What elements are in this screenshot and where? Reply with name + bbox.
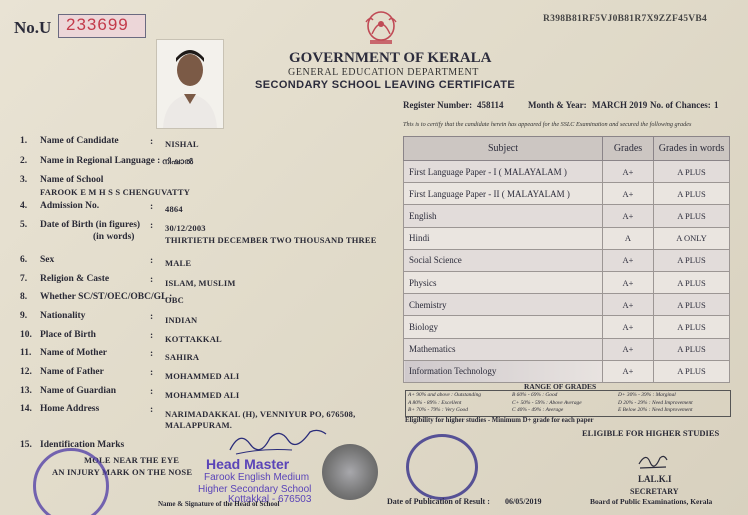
candidate-name: NISHAL (165, 139, 199, 149)
grades-header-subject: Subject (404, 137, 603, 161)
range-line: D 20% - 29% : Need Improvement (618, 399, 693, 406)
field-colon: : (150, 368, 154, 378)
department-title: GENERAL EDUCATION DEPARTMENT (288, 67, 480, 78)
range-line: B 60% - 69% : Good (512, 392, 558, 398)
field-number: 4. (20, 201, 28, 211)
table-row (404, 271, 730, 293)
secretary-name: LAL.K.I (638, 474, 672, 484)
field-number: 6. (20, 255, 28, 265)
field-number: 14. (20, 404, 32, 414)
secretary-title: SECRETARY (630, 487, 679, 496)
field-number: 1. (20, 136, 28, 146)
grade-words-cell: A PLUS (654, 294, 730, 316)
subject-cell: Biology (404, 316, 603, 338)
publication-label: Date of Publication of Result : (387, 497, 490, 506)
table-row (404, 205, 730, 227)
field-colon: : (150, 221, 154, 231)
range-line: A+ 90% and above : Outstanding (408, 392, 481, 398)
grade-cell: A+ (603, 316, 654, 338)
certificate-title: SECONDARY SCHOOL LEAVING CERTIFICATE (255, 79, 516, 91)
field-label: Name of Father (40, 367, 104, 377)
religion-value: ISLAM, MUSLIM (165, 278, 236, 288)
grade-words-cell: A PLUS (654, 316, 730, 338)
range-line: A 80% - 89% : Excellent (408, 399, 462, 406)
subject-cell: Hindi (404, 227, 603, 249)
serial-code: R398B81RF5VJ0B81R7X9ZZF45VB4 (543, 14, 708, 24)
field-number: 15. (20, 440, 32, 450)
field-number: 8. (20, 292, 28, 302)
identification-mark-2: AN INJURY MARK ON THE NOSE (52, 467, 193, 477)
subject-cell: Physics (404, 271, 603, 293)
range-of-grades-box (405, 390, 731, 417)
address-line-2: MALAPPURAM. (165, 420, 233, 430)
certificate-number-label: No.U (14, 18, 52, 37)
table-row (404, 227, 730, 249)
table-row (404, 338, 730, 360)
field-number: 9. (20, 311, 28, 321)
head-master-stamp-line2: Higher Secondary School (198, 484, 312, 495)
table-row (404, 161, 730, 183)
subject-cell: Mathematics (404, 338, 603, 360)
field-number: 12. (20, 367, 32, 377)
grade-cell: A+ (603, 294, 654, 316)
nationality-value: INDIAN (165, 315, 198, 325)
grades-table (403, 136, 730, 383)
field-colon: : (150, 387, 154, 397)
chances-value: 1 (714, 100, 719, 110)
head-master-stamp-title: Head Master (206, 456, 290, 472)
subject-cell: First Language Paper - I ( MALAYALAM ) (404, 161, 603, 183)
field-number: 7. (20, 274, 28, 284)
board-name: Board of Public Examinations, Kerala (590, 497, 713, 506)
grade-words-cell: A ONLY (654, 227, 730, 249)
field-label: Identification Marks (40, 440, 125, 450)
field-label: Name of Candidate (40, 136, 119, 146)
subject-cell: Information Technology (404, 360, 603, 382)
field-colon: : (150, 202, 154, 212)
grade-words-cell: A PLUS (654, 161, 730, 183)
grade-words-cell: A PLUS (654, 338, 730, 360)
field-colon: : (150, 256, 154, 266)
eligibility-status: ELIGIBLE FOR HIGHER STUDIES (582, 428, 720, 438)
month-year-label: Month & Year: (528, 100, 587, 110)
table-row (404, 183, 730, 205)
table-row (404, 294, 730, 316)
mother-name: SAHIRA (165, 352, 200, 362)
field-label: Name of School (40, 175, 104, 185)
field-label: Name of Guardian (40, 386, 116, 396)
field-colon: : (150, 312, 154, 322)
grade-cell: A+ (603, 249, 654, 271)
field-label: Nationality (40, 311, 86, 321)
field-label: Name of Mother (40, 348, 108, 358)
register-number: 458114 (477, 100, 504, 110)
range-title: RANGE OF GRADES (524, 382, 597, 391)
publication-date: 06/05/2019 (505, 497, 542, 506)
range-line: B+ 70% - 79% : Very Good (408, 407, 468, 414)
range-line: D+ 30% - 39% : Marginal (618, 392, 676, 398)
board-seal-stamp (406, 434, 478, 500)
field-number: 2. (20, 156, 28, 166)
category-value: OBC (165, 295, 185, 305)
eligibility-minimum: Eligibility for higher studies - Minimum D+ grade for each paper (405, 417, 594, 424)
head-master-stamp-line1: Farook English Medium (204, 472, 310, 483)
field-label: Name in Regional Language : (40, 156, 161, 166)
table-row (404, 316, 730, 338)
identification-mark-1: MOLE NEAR THE EYE (84, 455, 180, 465)
chances-label: No. of Chances: (650, 100, 711, 110)
field-label: Sex (40, 255, 55, 265)
grade-cell: A+ (603, 271, 654, 293)
field-sublabel: (in words) (93, 232, 135, 242)
head-master-stamp-line3: Kottakkal - 676503 (228, 494, 312, 505)
dob-words: THIRTIETH DECEMBER TWO THOUSAND THREE (165, 235, 377, 245)
grades-header-grade: Grades (603, 137, 654, 161)
field-colon: : (150, 331, 154, 341)
table-row (404, 249, 730, 271)
school-seal-stamp (33, 448, 109, 515)
field-number: 3. (20, 175, 28, 185)
sex-value: MALE (165, 258, 192, 268)
certificate-number: 233699 (66, 15, 129, 34)
field-colon: : (150, 405, 154, 415)
address-line-1: NARIMADAKKAL (H), VENNIYUR PO, 676508, (165, 409, 356, 419)
head-of-school-label: Name & Signature of the Head of School (158, 500, 280, 508)
table-row (404, 360, 730, 382)
grade-cell: A (603, 227, 654, 249)
field-label: Whether SC/ST/OEC/OBC/GL : (40, 292, 173, 302)
grade-cell: A+ (603, 205, 654, 227)
field-colon: : (150, 275, 154, 285)
field-number: 11. (20, 348, 32, 358)
grade-words-cell: A PLUS (654, 271, 730, 293)
subject-cell: English (404, 205, 603, 227)
kerala-emblem-icon (360, 8, 402, 48)
certify-statement: This is to certify that the candidate herein has appeared for the SSLC Examination and secured the following grades (403, 121, 692, 128)
dob-figures: 30/12/2003 (165, 223, 206, 233)
field-label: Place of Birth (40, 330, 96, 340)
field-label: Admission No. (40, 201, 100, 211)
grade-cell: A+ (603, 183, 654, 205)
field-label: Home Address (40, 404, 100, 414)
grade-cell: A+ (603, 360, 654, 382)
grade-words-cell: A PLUS (654, 249, 730, 271)
field-number: 10. (20, 330, 32, 340)
subject-cell: First Language Paper - II ( MALAYALAM ) (404, 183, 603, 205)
secretary-signature (636, 450, 670, 472)
government-title: GOVERNMENT OF KERALA (289, 50, 492, 66)
candidate-photo (156, 39, 224, 129)
admission-number: 4864 (165, 204, 183, 214)
guardian-name: MOHAMMED ALI (165, 390, 240, 400)
field-colon: : (150, 349, 154, 359)
father-name: MOHAMMED ALI (165, 371, 240, 381)
field-number: 13. (20, 386, 32, 396)
regional-name: നിഷാൽ (162, 157, 194, 166)
range-line: C+ 50% - 59% : Above Average (512, 399, 582, 406)
range-line: E Below 20% : Need Improvement (618, 407, 693, 414)
field-label: Religion & Caste (40, 274, 110, 284)
range-line: C 40% - 49% : Average (512, 407, 564, 414)
grade-words-cell: A PLUS (654, 183, 730, 205)
subject-cell: Social Science (404, 249, 603, 271)
grades-header-words: Grades in words (654, 137, 730, 161)
field-label: Date of Birth (in figures) (40, 220, 141, 230)
grade-cell: A+ (603, 338, 654, 360)
school-name: FAROOK E M H S S CHENGUVATTY (40, 187, 191, 197)
month-year-value: MARCH 2019 (592, 100, 648, 110)
hologram-seal (322, 444, 378, 500)
grade-words-cell: A PLUS (654, 205, 730, 227)
field-colon: : (150, 137, 154, 147)
grade-words-cell: A PLUS (654, 360, 730, 382)
subject-cell: Chemistry (404, 294, 603, 316)
field-number: 5. (20, 220, 28, 230)
birthplace-value: KOTTAKKAL (165, 334, 222, 344)
register-label: Register Number: (403, 100, 473, 110)
grade-cell: A+ (603, 161, 654, 183)
head-master-signature (222, 420, 332, 460)
